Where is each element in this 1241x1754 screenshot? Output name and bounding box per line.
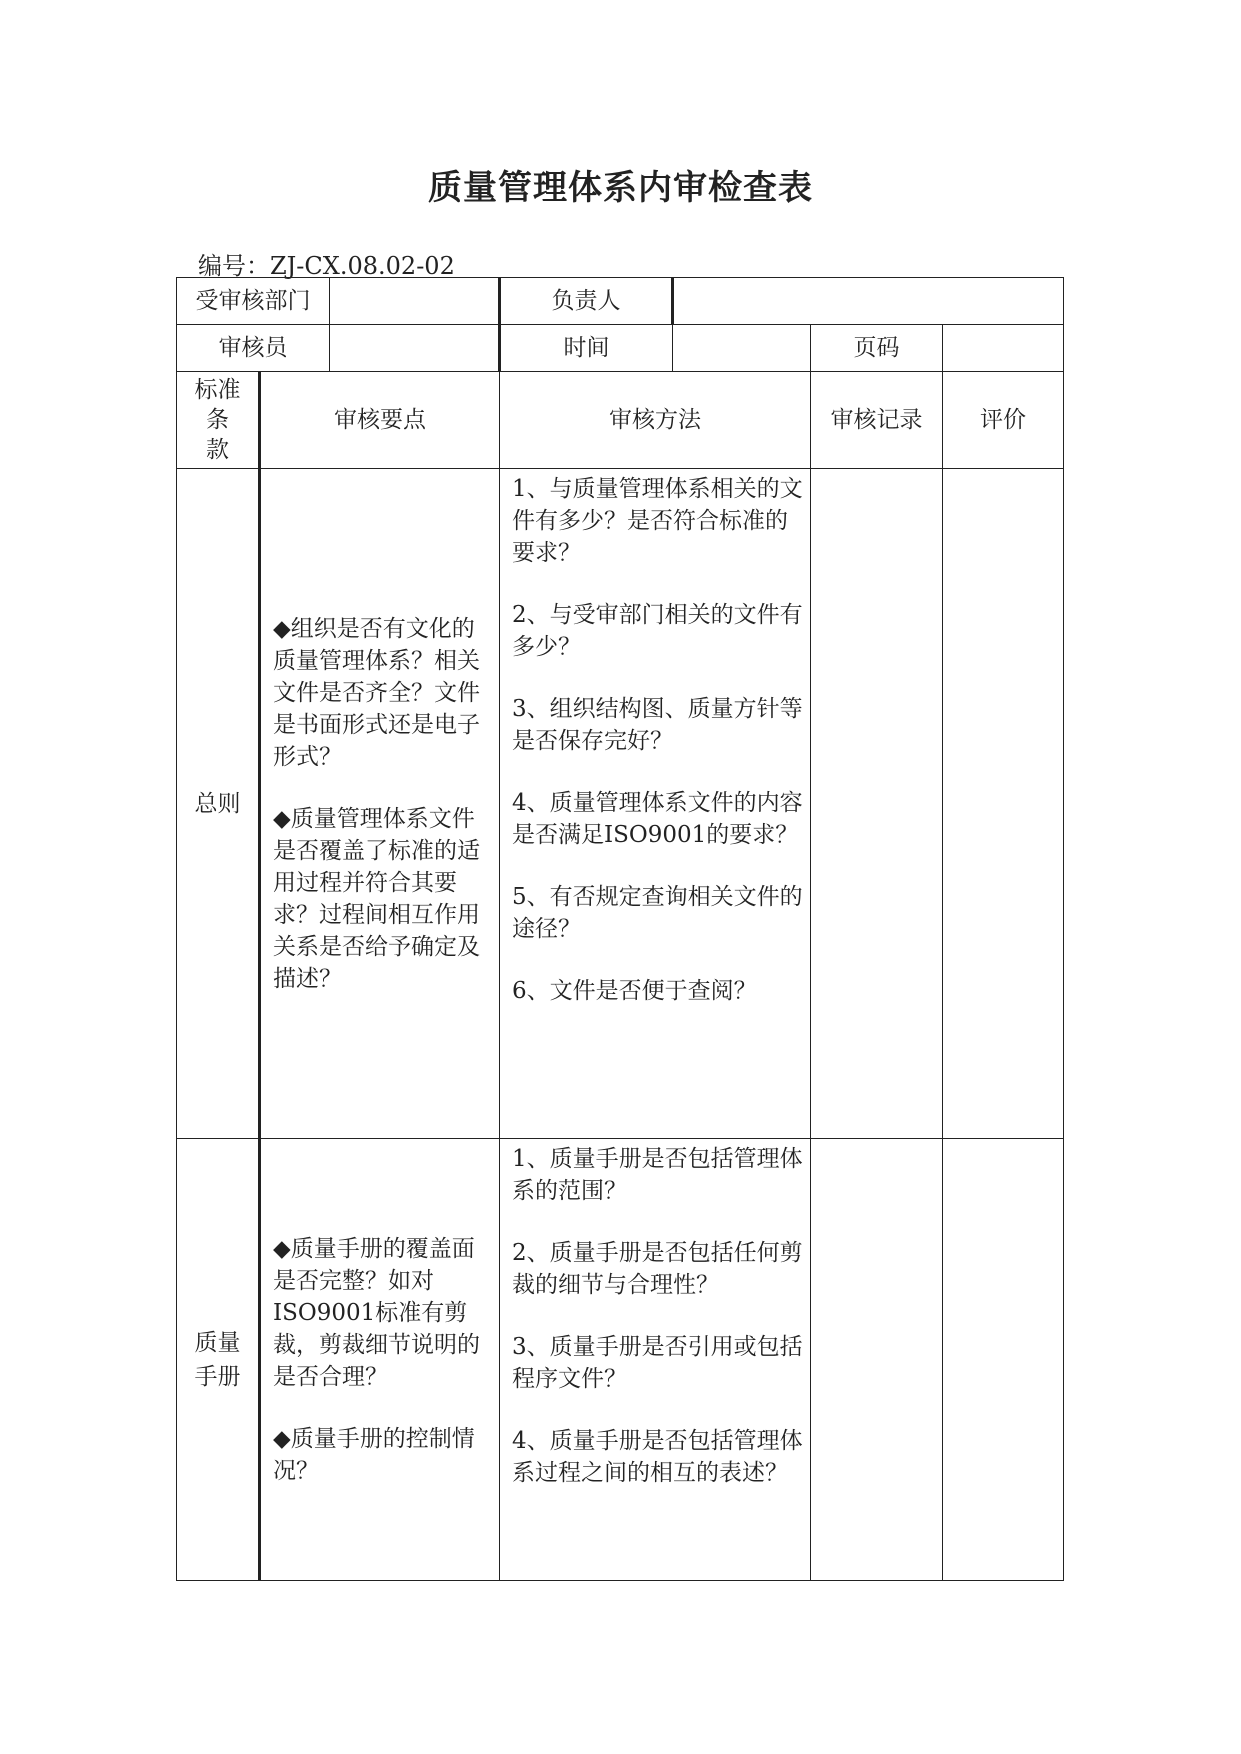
audit-method: 4、质量手册是否包括管理体系过程之间的相互的表述？ <box>512 1428 803 1486</box>
time-value-field[interactable] <box>673 325 811 372</box>
col-header-evaluation: 评价 <box>943 372 1064 469</box>
audit-point: ◆质量管理体系文件是否覆盖了标准的适用过程并符合其要求？过程间相互作用关系是否给予确定及描述？ <box>273 805 480 992</box>
audit-method: 6、文件是否便于查阅？ <box>512 978 757 1004</box>
method-cell <box>500 469 811 1139</box>
col-header-method: 审核方法 <box>500 372 811 469</box>
dept-value-field[interactable] <box>330 278 500 325</box>
header-row-department <box>177 278 1064 325</box>
audit-method: 5、有否规定查询相关文件的途径？ <box>512 884 803 942</box>
method-cell <box>500 1139 811 1581</box>
audit-method: 2、质量手册是否包括任何剪裁的细节与合理性？ <box>512 1240 803 1298</box>
clause-char: 条 <box>206 407 229 433</box>
table-row <box>177 1139 1064 1581</box>
clause-line: 手册 <box>194 1363 241 1390</box>
record-cell[interactable] <box>811 469 943 1139</box>
audit-point: ◆质量手册的控制情况？ <box>273 1425 475 1484</box>
clause-line: 质量 <box>194 1329 241 1356</box>
audit-checklist-table <box>176 277 1064 1581</box>
column-header-row <box>177 372 1064 469</box>
auditor-value-field[interactable] <box>330 325 500 372</box>
evaluation-cell[interactable] <box>943 469 1064 1139</box>
col-header-points: 审核要点 <box>260 372 500 469</box>
page-value-field[interactable] <box>943 325 1064 372</box>
audit-method: 3、组织结构图、质量方针等是否保存完好？ <box>512 696 803 754</box>
col-header-clause <box>177 372 260 469</box>
audit-method: 1、质量手册是否包括管理体系的范围？ <box>512 1146 803 1204</box>
dept-label: 受审核部门 <box>177 278 330 325</box>
auditor-label: 审核员 <box>177 325 330 372</box>
clause-cell <box>177 1139 260 1581</box>
page-label: 页码 <box>811 325 943 372</box>
audit-method: 2、与受审部门相关的文件有多少？ <box>512 602 803 660</box>
clause-char: 款 <box>206 437 229 463</box>
header-row-auditor <box>177 325 1064 372</box>
points-cell <box>260 469 500 1139</box>
col-header-record: 审核记录 <box>811 372 943 469</box>
audit-method: 3、质量手册是否引用或包括程序文件？ <box>512 1334 803 1392</box>
audit-method: 4、质量管理体系文件的内容是否满足ISO9001的要求？ <box>512 790 803 848</box>
audit-point: ◆组织是否有文化的质量管理体系？相关文件是否齐全？文件是书面形式还是电子形式？ <box>273 615 480 770</box>
document-title: 质量管理体系内审检查表 <box>428 168 813 208</box>
document-code: 编号：ZJ-CX.08.02-02 <box>198 252 455 280</box>
audit-method: 1、与质量管理体系相关的文件有多少？是否符合标准的要求？ <box>512 476 803 566</box>
owner-value-field[interactable] <box>673 278 1064 325</box>
owner-label: 负责人 <box>500 278 673 325</box>
audit-point: ◆质量手册的覆盖面是否完整？如对ISO9001标准有剪裁，剪裁细节说明的是否合理？ <box>273 1235 480 1390</box>
points-cell <box>260 1139 500 1581</box>
evaluation-cell[interactable] <box>943 1139 1064 1581</box>
table-row <box>177 469 1064 1139</box>
record-cell[interactable] <box>811 1139 943 1581</box>
time-label: 时间 <box>500 325 673 372</box>
clause-char: 标准 <box>194 377 241 403</box>
clause-cell: 总则 <box>177 469 260 1139</box>
